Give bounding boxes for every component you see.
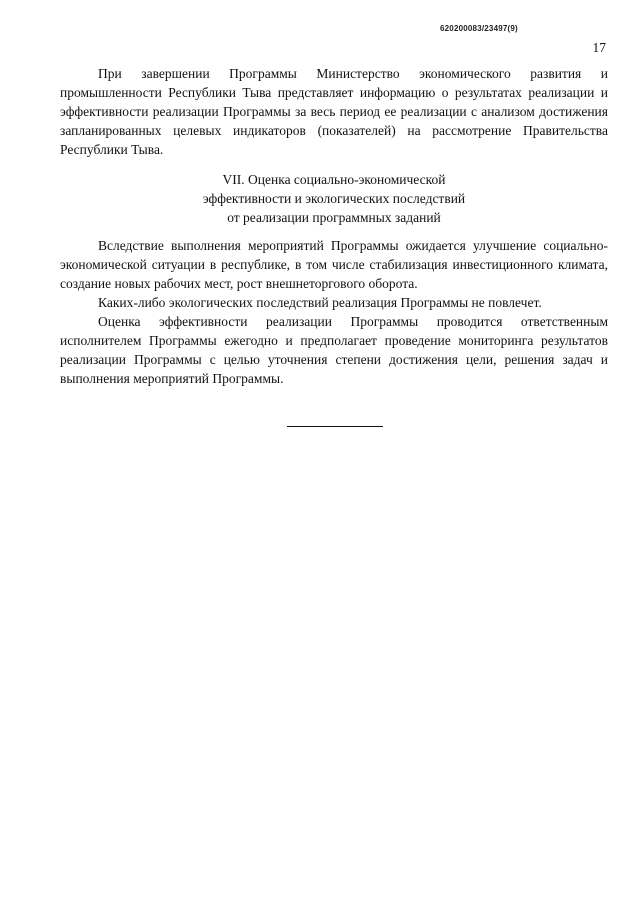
section-paragraph-1: Вследствие выполнения мероприятий Программы ожидается улучшение социально-экономической ситуации в республике, в том числе стабилизация инвестиционного климата, создание новых рабочих мест, рост внешнеторгового оборота. bbox=[60, 238, 608, 291]
section-paragraph-2: Каких-либо экологических последствий реализация Программы не повлечет. bbox=[98, 295, 542, 310]
section-paragraph-3: Оценка эффективности реализации Программы проводится ответственным исполнителем Программы ежегодно и предполагает проведение мониторинга результатов реализации Программы с целью уточнения степени достижения цели, решения задач и выполнения мероприятий Программы. bbox=[60, 314, 608, 386]
end-divider bbox=[287, 426, 383, 427]
section-heading-line-3: от реализации программных заданий bbox=[227, 210, 441, 225]
intro-text-block bbox=[60, 64, 608, 159]
section-body bbox=[60, 236, 608, 388]
document-code: 620200083/23497(9) bbox=[440, 24, 518, 33]
section-heading-line-1: VII. Оценка социально-экономической bbox=[222, 172, 446, 187]
section-heading-line-2: эффективности и экологических последствий bbox=[202, 191, 466, 206]
intro-paragraph: При завершении Программы Министерство экономического развития и промышленности Республики Тыва представляет информацию о результатах реализации и эффективности реализации Программы за весь период ее реализации с анализом достижения запланированных целевых индикаторов (показателей) на рассмотрение Правительства Республики Тыва. bbox=[60, 66, 608, 157]
page-number: 17 bbox=[592, 40, 606, 55]
section-heading bbox=[60, 170, 608, 227]
